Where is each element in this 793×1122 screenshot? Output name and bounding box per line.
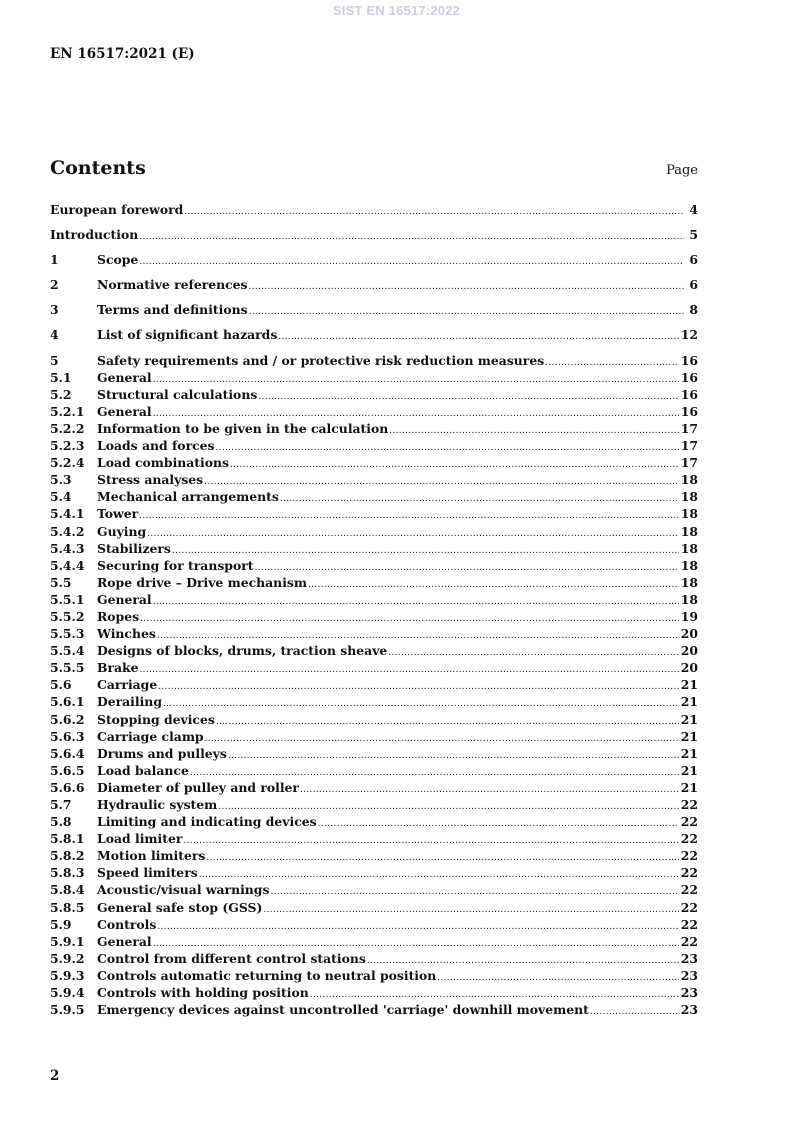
toc-entry-page: 21 [680, 711, 698, 727]
toc-dot-leader [278, 329, 678, 346]
toc-entry-number: 5.2 [50, 386, 72, 402]
toc-entry-number: 5.1 [50, 369, 72, 385]
toc-entry-number: 5.6.2 [50, 711, 85, 727]
toc-entry-title: Controls with holding position [97, 985, 309, 1001]
toc-entry-number: 5.9.4 [50, 985, 85, 1001]
toc-entry-title: Carriage clamp [97, 728, 204, 744]
toc-entry-title: Tower [97, 506, 139, 522]
toc-entry-page: 16 [680, 386, 698, 402]
page-column-label: Page [666, 163, 698, 178]
toc-dot-leader [158, 679, 679, 696]
toc-entry-page: 17 [680, 438, 698, 454]
toc-dot-leader [139, 229, 684, 246]
toc-dot-leader [157, 919, 678, 936]
toc-entry-title: Stopping devices [97, 711, 215, 727]
toc-entry[interactable] [50, 779, 698, 796]
toc-entry-number: 4 [50, 327, 59, 343]
toc-entry-page: 18 [680, 557, 698, 573]
toc-entry-title: Diameter of pulley and roller [97, 779, 299, 795]
toc-entry[interactable] [50, 276, 698, 293]
toc-entry[interactable] [50, 933, 698, 950]
toc-entry-number: 5.5.2 [50, 608, 85, 624]
toc-entry-page: 16 [680, 369, 698, 385]
toc-entry[interactable] [50, 326, 698, 343]
contents-title: Contents [50, 157, 146, 179]
toc-entry[interactable] [50, 574, 698, 591]
toc-entry[interactable] [50, 864, 698, 881]
toc-entry-page: 19 [680, 608, 698, 624]
toc-entry-number: 5 [50, 352, 59, 368]
toc-entry[interactable] [50, 728, 698, 745]
toc-entry-number: 5.6.1 [50, 694, 85, 710]
toc-entry-page: 20 [680, 643, 698, 659]
toc-dot-leader [263, 902, 678, 919]
toc-entry-page: 18 [680, 523, 698, 539]
toc-entry-page: 18 [680, 540, 698, 556]
toc-entry[interactable] [50, 386, 698, 403]
toc-entry-title: European foreword [50, 202, 184, 217]
toc-entry-title: Motion limiters [97, 848, 206, 864]
toc-entry-title: Acoustic/visual warnings [97, 882, 270, 898]
toc-entry-title: Guying [97, 523, 147, 539]
toc-entry-page: 12 [680, 327, 698, 343]
toc-entry-title: Limiting and indicating devices [97, 814, 317, 830]
toc-dot-leader [388, 645, 678, 662]
toc-dot-leader [216, 440, 679, 457]
toc-entry-page: 21 [680, 745, 698, 761]
toc-entry-page: 6 [689, 277, 698, 293]
toc-entry-title: Safety requirements and / or protective risk reduction measures [97, 352, 545, 368]
toc-entry-page: 22 [680, 865, 698, 881]
toc-entry-number: 5.2.4 [50, 455, 85, 471]
toc-entry-title: General [97, 403, 152, 419]
toc-entry[interactable] [50, 676, 698, 693]
toc-entry-title: General safe stop (GSS) [97, 899, 263, 915]
toc-dot-leader [183, 833, 678, 850]
toc-entry-number: 5.8.2 [50, 848, 85, 864]
toc-dot-leader [300, 782, 679, 799]
toc-dot-leader [140, 611, 679, 628]
toc-entry[interactable] [50, 437, 698, 454]
toc-dot-leader [206, 850, 678, 867]
toc-entry-page: 22 [680, 797, 698, 812]
toc-entry-page: 20 [680, 626, 698, 642]
toc-entry-number: 5.4.1 [50, 506, 85, 522]
toc-entry-number: 5.3 [50, 472, 72, 488]
toc-entry-title: Derailing [97, 694, 162, 710]
toc-entry-number: 5.8.1 [50, 831, 85, 847]
toc-entry-title: Brake [97, 660, 139, 676]
toc-entry[interactable] [50, 967, 698, 984]
toc-entry-title: Normative references [97, 277, 248, 293]
toc-entry-page: 5 [689, 227, 698, 243]
toc-dot-leader [184, 204, 684, 221]
toc-entry-page: 18 [680, 591, 698, 607]
toc-entry-number: 5.6.5 [50, 762, 85, 778]
toc-entry-title: Load balance [97, 762, 189, 778]
toc-entry-page: 8 [689, 302, 698, 318]
toc-dot-leader [249, 304, 684, 321]
toc-entry-number: 5.2.1 [50, 403, 85, 419]
toc-entry-title: List of significant hazards [97, 327, 278, 343]
toc-entry[interactable] [50, 505, 698, 522]
toc-entry-number: 5.6.6 [50, 779, 85, 795]
toc-entry[interactable] [50, 847, 698, 864]
toc-entry-number: 3 [50, 302, 59, 318]
toc-entry-number: 5.5 [50, 574, 72, 590]
toc-entry[interactable] [50, 830, 698, 847]
toc-entry-page: 21 [680, 779, 698, 795]
toc-entry-page: 21 [680, 677, 698, 693]
toc-entry[interactable] [50, 881, 698, 898]
toc-entry[interactable] [50, 950, 698, 967]
toc-entry-number: 2 [50, 277, 59, 293]
toc-dot-leader [437, 970, 678, 987]
toc-entry-page: 18 [680, 472, 698, 488]
toc-entry[interactable] [50, 523, 698, 540]
toc-entry-title: Load combinations [97, 455, 229, 471]
toc-entry-number: 5.5.3 [50, 626, 85, 642]
toc-dot-leader [216, 714, 679, 731]
toc-entry-number: 5.9.3 [50, 967, 85, 983]
toc-entry[interactable] [50, 608, 698, 625]
toc-entry[interactable] [50, 625, 698, 642]
toc-entry[interactable] [50, 813, 698, 830]
toc-entry-page: 23 [680, 985, 698, 1001]
toc-entry[interactable] [50, 488, 698, 505]
toc-entry-number: 5.8.5 [50, 899, 85, 915]
toc-entry[interactable] [50, 762, 698, 779]
toc-entry-page: 23 [680, 967, 698, 983]
watermark: SIST EN 16517:2022 [332, 3, 461, 18]
toc-entry[interactable] [50, 403, 698, 420]
toc-entry-title: Rope drive – Drive mechanism [97, 574, 307, 590]
toc-dot-leader [139, 508, 679, 525]
toc-dot-leader [249, 279, 684, 296]
toc-entry[interactable] [50, 899, 698, 916]
toc-entry-title: Winches [97, 626, 156, 642]
toc-entry-number: 5.4.2 [50, 523, 85, 539]
toc-entry-page: 18 [680, 506, 698, 522]
toc-entry[interactable] [50, 369, 698, 386]
toc-entry-number: 5.9.2 [50, 950, 85, 966]
toc-entry-title: Stabilizers [97, 540, 171, 556]
toc-entry-number: 5.4 [50, 489, 72, 505]
toc-entry-number: 5.2.2 [50, 420, 85, 436]
toc-entry-page: 21 [680, 762, 698, 778]
toc-entry-number: 5.9 [50, 916, 72, 932]
toc-entry[interactable] [50, 591, 698, 608]
toc-entry-title: Ropes [97, 608, 140, 624]
toc-entry-number: 5.8.4 [50, 882, 85, 898]
toc-entry-page: 20 [680, 660, 698, 676]
toc-entry-title: Structural calculations [97, 386, 258, 402]
toc-entry-title: Hydraulic system [97, 797, 218, 812]
toc-entry-title: Terms and definitions [97, 302, 248, 318]
toc-entry-number: 5.6.4 [50, 745, 85, 761]
toc-entry-title: Scope [97, 252, 139, 268]
toc-entry-title: Controls [97, 916, 157, 932]
toc-entry-number: 5.5.4 [50, 643, 85, 659]
toc-entry-number: 5.6 [50, 677, 72, 693]
toc-entry-title: Control from different control stations [97, 950, 366, 966]
toc-dot-leader [199, 867, 679, 884]
toc-entry-title: Speed limiters [97, 865, 198, 881]
toc-entry[interactable] [50, 301, 698, 318]
toc-entry-number: 5.7 [50, 797, 72, 812]
toc-entry-title: Controls automatic returning to neutral position [97, 967, 437, 983]
toc-entry-title: Loads and forces [97, 438, 215, 454]
page-number: 2 [50, 1068, 60, 1084]
toc-entry[interactable] [50, 201, 698, 218]
toc-dot-leader [258, 389, 678, 406]
toc-dot-leader [230, 457, 679, 474]
toc-entry-title: General [97, 369, 152, 385]
toc-entry[interactable] [50, 659, 698, 676]
toc-entry-page: 22 [680, 814, 698, 830]
toc-entry-page: 22 [680, 899, 698, 915]
toc-entry-page: 22 [680, 916, 698, 932]
toc-dot-leader [389, 423, 678, 440]
toc-dot-leader [205, 731, 679, 748]
toc-entry[interactable] [50, 642, 698, 659]
toc-entry[interactable] [50, 352, 698, 369]
toc-entry-title: General [97, 933, 152, 949]
toc-dot-leader [270, 884, 678, 901]
toc-entry[interactable] [50, 916, 698, 933]
toc-dot-leader [228, 748, 679, 765]
toc-entry-title: Securing for transport [97, 557, 254, 573]
toc-dot-leader [280, 491, 679, 508]
toc-entry[interactable] [50, 693, 698, 710]
toc-entry[interactable] [50, 471, 698, 488]
toc-dot-leader [255, 560, 679, 577]
toc-dot-leader [147, 526, 679, 543]
toc-entry-title: Designs of blocks, drums, traction sheave [97, 643, 388, 659]
toc-entry-title: Carriage [97, 677, 158, 693]
toc-entry-title: Information to be given in the calculation [97, 420, 389, 436]
toc-entry-title: Introduction [50, 227, 139, 243]
toc-entry[interactable] [50, 984, 698, 1001]
document-id: EN 16517:2021 (E) [50, 46, 195, 62]
toc-entry-number: 5.5.1 [50, 591, 85, 607]
toc-dot-leader [545, 355, 679, 372]
toc-entry[interactable] [50, 745, 698, 762]
toc-entry-page: 21 [680, 694, 698, 710]
toc-entry-title: Load limiter [97, 831, 183, 847]
toc-entry-number: 5.4.3 [50, 540, 85, 556]
table-of-contents [50, 201, 698, 1018]
toc-entry-page: 17 [680, 420, 698, 436]
toc-entry-page: 17 [680, 455, 698, 471]
toc-entry[interactable] [50, 454, 698, 471]
toc-entry-title: Emergency devices against uncontrolled 'carriage' downhill movement [97, 1002, 589, 1018]
toc-entry-page: 18 [680, 489, 698, 505]
toc-dot-leader [308, 577, 679, 594]
toc-dot-leader [318, 816, 679, 833]
toc-entry[interactable] [50, 420, 698, 437]
toc-entry[interactable] [50, 711, 698, 728]
toc-entry-number: 5.8.3 [50, 865, 85, 881]
toc-dot-leader [139, 254, 684, 271]
toc-entry-number: 1 [50, 252, 59, 268]
toc-entry[interactable] [50, 796, 698, 813]
toc-dot-leader [590, 1004, 679, 1021]
toc-entry-page: 22 [680, 848, 698, 864]
toc-entry-page: 4 [689, 202, 698, 217]
toc-entry-number: 5.9.1 [50, 933, 85, 949]
toc-entry-page: 16 [680, 403, 698, 419]
toc-entry-title: Stress analyses [97, 472, 204, 488]
toc-entry-page: 6 [689, 252, 698, 268]
toc-entry[interactable] [50, 540, 698, 557]
toc-entry-number: 5.9.5 [50, 1002, 85, 1018]
toc-entry[interactable] [50, 251, 698, 268]
toc-entry-number: 5.5.5 [50, 660, 85, 676]
toc-entry[interactable] [50, 557, 698, 574]
toc-entry[interactable] [50, 1001, 698, 1018]
toc-entry-page: 22 [680, 882, 698, 898]
toc-dot-leader [163, 696, 679, 713]
toc-entry-title: Mechanical arrangements [97, 489, 279, 505]
toc-entry-page: 22 [680, 831, 698, 847]
toc-dot-leader [153, 594, 679, 611]
toc-entry-number: 5.2.3 [50, 438, 85, 454]
toc-dot-leader [140, 662, 679, 679]
toc-entry-page: 23 [680, 950, 698, 966]
toc-entry-page: 16 [680, 352, 698, 368]
toc-entry[interactable] [50, 226, 698, 243]
toc-entry-number: 5.8 [50, 814, 72, 830]
toc-entry-title: General [97, 591, 152, 607]
toc-entry-page: 22 [680, 933, 698, 949]
toc-entry-title: Drums and pulleys [97, 745, 227, 761]
toc-entry-number: 5.6.3 [50, 728, 85, 744]
toc-entry-page: 18 [680, 574, 698, 590]
toc-entry-page: 23 [680, 1002, 698, 1018]
toc-entry-page: 21 [680, 728, 698, 744]
toc-entry-number: 5.4.4 [50, 557, 85, 573]
